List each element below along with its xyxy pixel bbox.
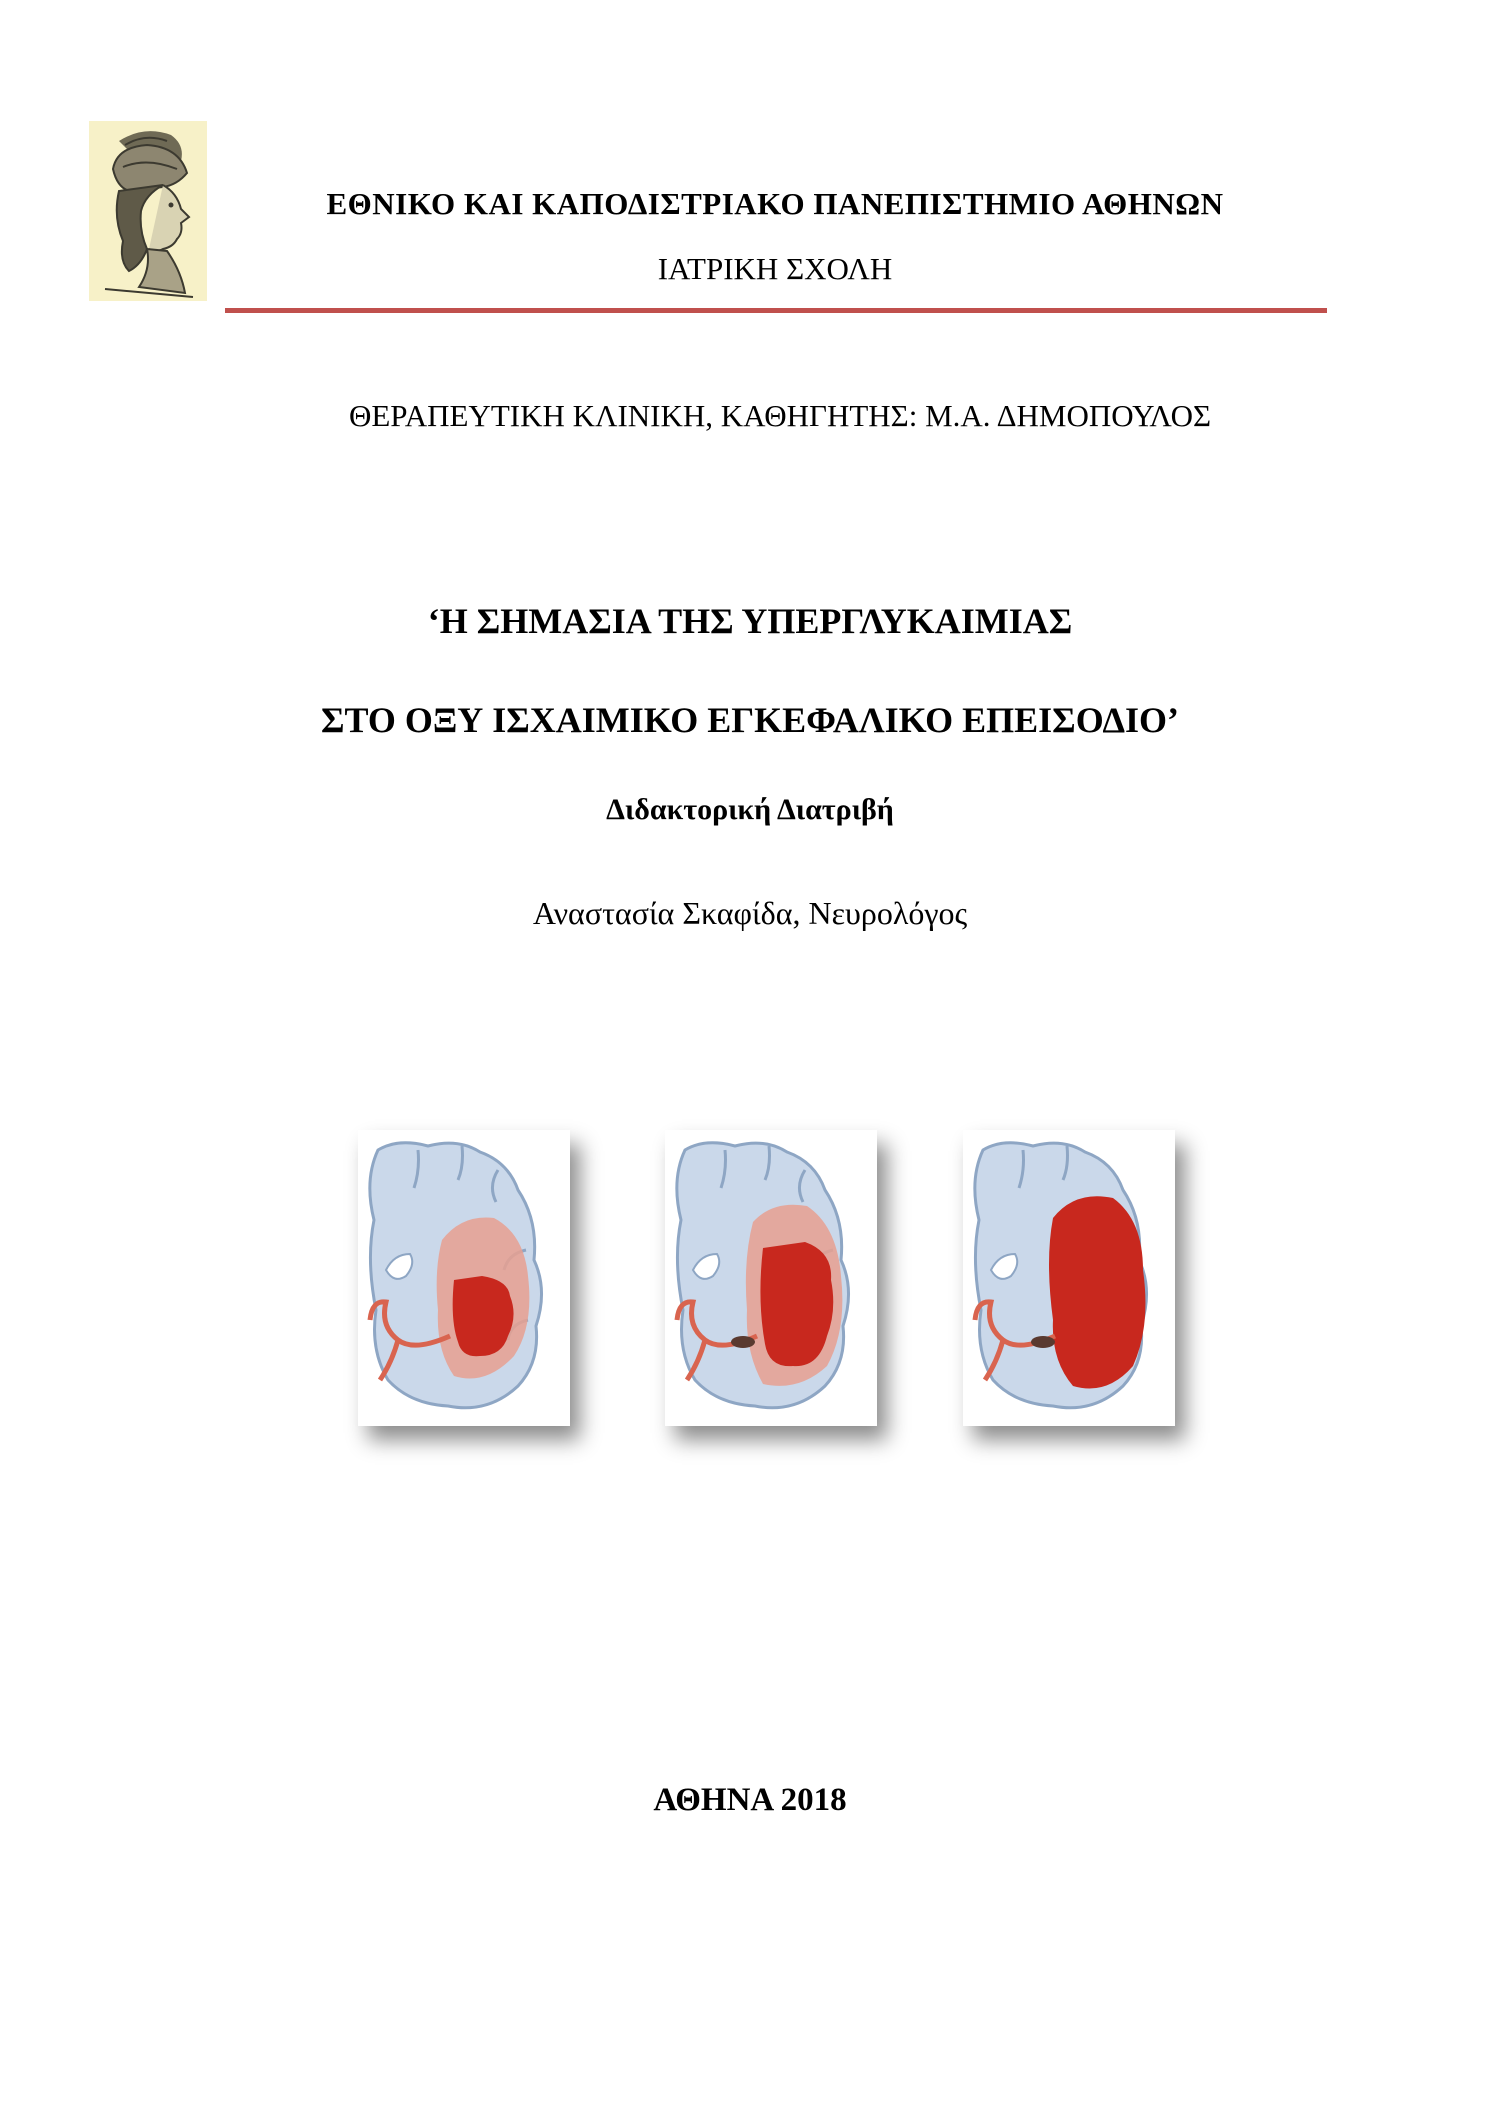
header-divider [225,308,1327,313]
brain-infarct-stage-1-illustration [358,1130,570,1426]
infarct-core [760,1242,833,1366]
thesis-title-line-2: ΣΤΟ ΟΞΥ ΙΣΧΑΙΜΙΚΟ ΕΓΚΕΦΑΛΙΚΟ ΕΠΕΙΣΟΔΙΟ’ [320,700,1180,740]
clot-marker [731,1336,755,1348]
brain-infarct-stage-2-illustration [665,1130,877,1426]
document-type: Διδακτορική Διατριβή [606,793,894,826]
clot-marker [1031,1336,1055,1348]
thesis-title-line-1: ‘Η ΣΗΜΑΣΙΑ ΤΗΣ ΥΠΕΡΓΛΥΚΑΙΜΙΑΣ [427,601,1073,641]
author-line: Αναστασία Σκαφίδα, Νευρολόγος [532,895,968,931]
university-logo [89,121,207,301]
brain-infarct-stage-3-illustration [963,1130,1175,1426]
infarct-core [1049,1196,1145,1388]
clinic-line: ΘΕΡΑΠΕΥΤΙΚΗ ΚΛΙΝΙΚΗ, ΚΑΘΗΓΗΤΗΣ: Μ.Α. ΔΗΜΟΠΟΥΛΟΣ [348,398,1212,433]
school-name: ΙΑΤΡΙΚΗ ΣΧΟΛΗ [657,251,893,286]
place-and-year: ΑΘΗΝΑ 2018 [653,1782,847,1818]
university-name: ΕΘΝΙΚΟ ΚΑΙ ΚΑΠΟΔΙΣΤΡΙΑΚΟ ΠΑΝΕΠΙΣΤΗΜΙΟ ΑΘΗΝΩΝ [326,186,1224,221]
